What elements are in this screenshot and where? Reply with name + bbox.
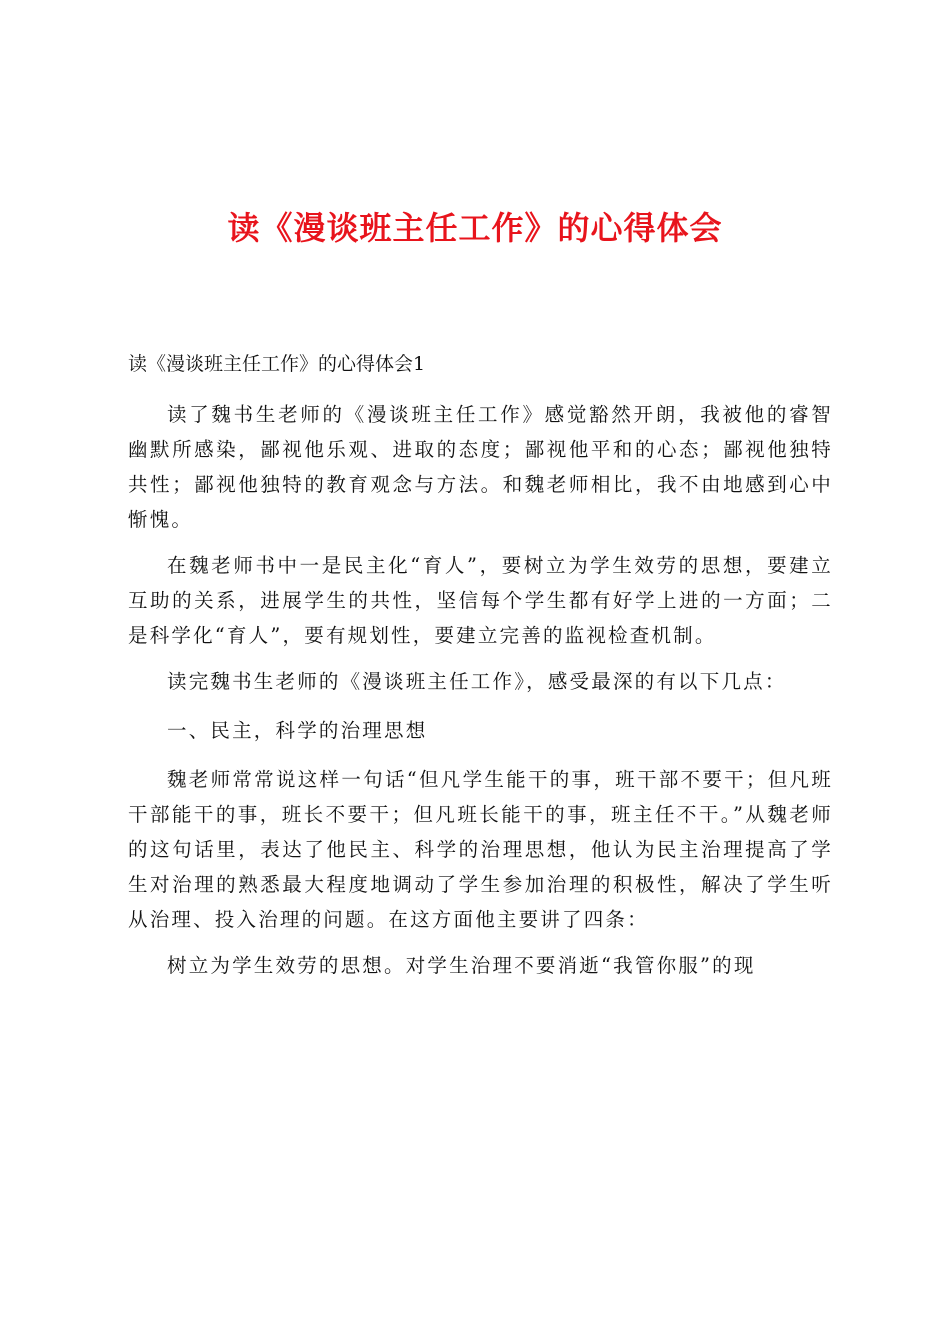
paragraph-1: 读了魏书生老师的《漫谈班主任工作》感觉豁然开朗，我被他的睿智幽默所感染，鄙视他乐观、进取的态度；鄙视他平和的心态；鄙视他独特共性；鄙视他独特的教育观念与方法。和魏老师相比，我不由地感到心中惭愧。: [128, 403, 833, 531]
paragraph-5: 树立为学生效劳的思想。对学生治理不要消逝“我管你服”的现: [167, 954, 756, 977]
document-body: [128, 397, 833, 994]
document-title: 读《漫谈班主任工作》的心得体会: [227, 209, 723, 247]
section-heading: 读《漫谈班主任工作》的心得体会1: [128, 353, 426, 375]
section-heading-democracy: 一、民主，科学的治理思想: [167, 719, 428, 742]
paragraph-4: 魏老师常常说这样一句话“但凡学生能干的事，班干部不要干；但凡班干部能干的事，班长不要干；但凡班长能干的事，班主任不干。”从魏老师的这句话里，表达了他民主、科学的治理思想，他认为民主治理提高了学生对治理的熟悉最大程度地调动了学生参加治理的积极性，解决了学生听从治理、投入治理的问题。在这方面他主要讲了四条：: [128, 768, 833, 931]
paragraph-3: 读完魏书生老师的《漫谈班主任工作》，感受最深的有以下几点：: [167, 670, 787, 693]
paragraph-2: 在魏老师书中一是民主化“育人”，要树立为学生效劳的思想，要建立互助的关系，进展学生的共性，坚信每个学生都有好学上进的一方面；二是科学化“育人”，要有规划性，要建立完善的监视检查机制。: [128, 554, 833, 647]
